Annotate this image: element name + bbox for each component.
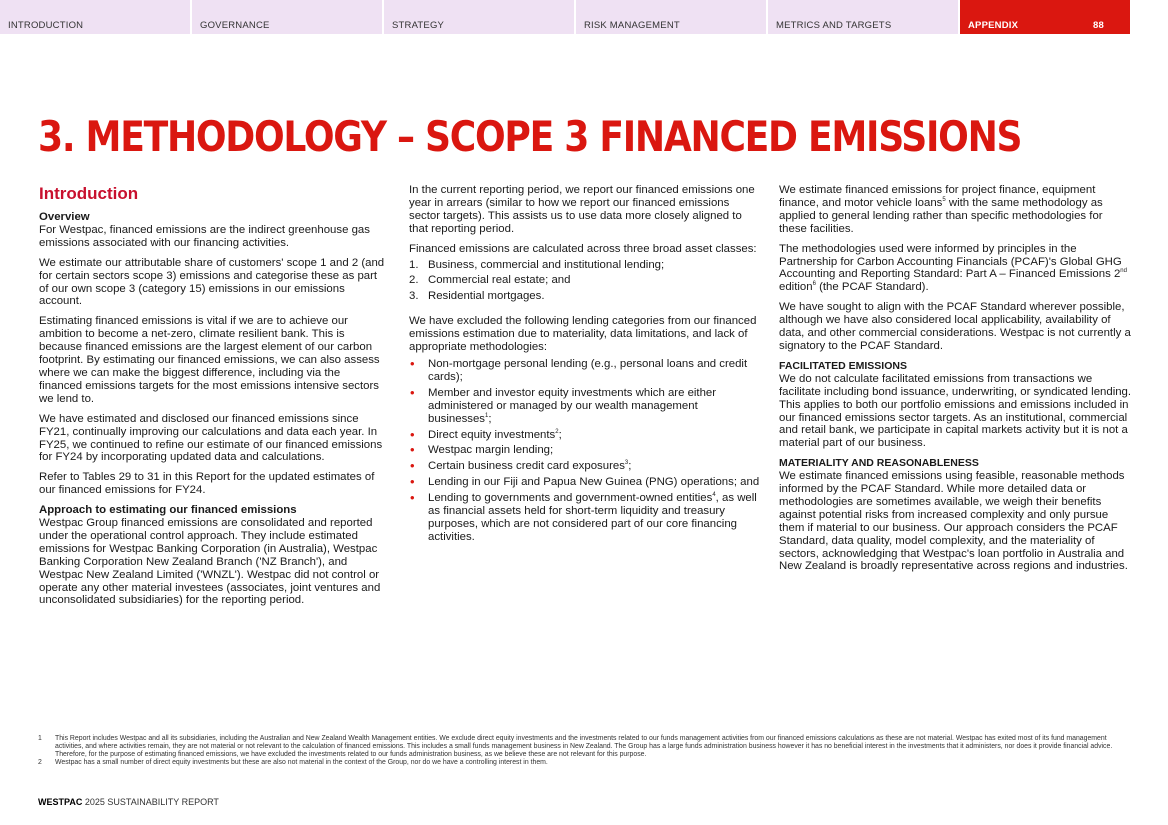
list-item <box>409 426 760 442</box>
vehicle-loans-paragraph <box>779 184 1133 236</box>
reporting-period-paragraph: In the current reporting period, we report our financed emissions one year in arrears (similar to how we report our financed emissions sector targets). This assists us to use data more closely aligned to that reporting period. <box>409 184 755 235</box>
footnote-ref: 3 <box>624 460 629 467</box>
footnote <box>38 759 1133 767</box>
bullet-icon: • <box>410 355 415 371</box>
tab-appendix[interactable] <box>960 0 1130 34</box>
list-item <box>409 274 760 287</box>
asset-classes-list <box>409 259 760 304</box>
text-run: edition <box>779 281 813 294</box>
materiality-heading: MATERIALITY AND REASONABLENESS <box>779 457 979 470</box>
list-text: Lending to governments and government-owned entities <box>428 492 713 505</box>
list-text: Commercial real estate; and <box>428 274 571 287</box>
list-text: Non-mortgage personal lending (e.g., personal loans and credit cards); <box>428 357 748 383</box>
page-footer <box>38 797 219 807</box>
list-item <box>409 355 760 384</box>
pcaf-paragraph <box>779 243 1133 295</box>
footnote-text: This Report includes Westpac and all its subsidiaries, including the Australian and New Zealand Wealth Management entities. We exclude direct equity investments and the investments related to our funds management activities from our financed emissions calculations as these are not material. Westpac has exited most of its fund management activities, and where activities remain, they are not material or not relevant to the calculation of financed emissions. This includes a small funds management business in New Zealand. The Group has a large funds administration business however it has no beneficial interest in the investments that it administers, nor does it provide financial advice. Therefore, for the purpose of estimating financed emissions, we have excluded the investments related to our funds administration business, as we believe these are not relevant for this purpose. <box>55 735 1113 759</box>
footnotes <box>38 735 1133 767</box>
list-text: Westpac margin lending; <box>428 444 554 457</box>
list-number: 3. <box>409 290 419 303</box>
list-text-tail: ; <box>558 428 562 441</box>
overview-paragraph-5: Refer to Tables 29 to 31 in this Report for the updated estimates of our financed emissions for FY24. <box>39 471 375 497</box>
approach-heading: Approach to estimating our financed emissions <box>39 504 297 517</box>
footnote-number: 2 <box>38 759 42 767</box>
approach-paragraph: Westpac Group financed emissions are consolidated and reported under the operational control approach. They include estimated emissions for Westpac Banking Corporation (in Australia), Westpac Banking Corporation New Zealand Branch ('NZ Branch'), and Westpac New Zealand Limited ('WNZL'). Westpac did not control or operate any other material investees (associates, joint ventures and unconsolidated subsidiaries) for the reporting period. <box>39 517 381 607</box>
list-item <box>409 259 760 272</box>
bullet-icon: • <box>410 426 415 442</box>
bullet-icon: • <box>410 442 415 458</box>
column-right <box>779 184 1133 580</box>
footnote-number: 1 <box>38 735 42 742</box>
list-text: Certain business credit card exposures <box>428 460 625 473</box>
introduction-heading: Introduction <box>39 184 139 203</box>
list-number: 1. <box>409 258 419 271</box>
footnote <box>38 735 1133 759</box>
footnote-ref: 1 <box>485 412 489 419</box>
list-text: Business, commercial and institutional lending; <box>428 258 665 271</box>
page-title: 3. METHODOLOGY – SCOPE 3 FINANCED EMISSIONS <box>38 112 1022 161</box>
list-number: 2. <box>409 274 419 287</box>
list-text: Member and investor equity investments which are either administered or managed by our wealth management businesses <box>428 386 717 425</box>
list-item <box>409 476 760 489</box>
tab-strategy[interactable]: STRATEGY <box>384 0 574 34</box>
page-number: 88 <box>1093 20 1104 31</box>
overview-paragraph-1: For Westpac, financed emissions are the indirect greenhouse gas emissions associated with our financing activities. <box>39 223 370 249</box>
tab-appendix-label: APPENDIX <box>968 20 1019 31</box>
column-middle <box>409 184 760 547</box>
brand-name: WESTPAC <box>38 797 83 807</box>
list-text-tail: ; <box>628 460 632 473</box>
exclusions-intro: We have excluded the following lending categories from our financed emissions estimation due to materiality, data limitations, and lack of appropriate methodologies: <box>409 315 757 354</box>
list-item <box>409 384 760 426</box>
bullet-icon: • <box>410 490 415 506</box>
overview-paragraph-4: We have estimated and disclosed our financed emissions since FY21, continually improving our calculations and data each year. In FY25, we continued to refine our estimate of our financed emissions for FY24 by incorporating updated data and calculations. <box>39 412 383 464</box>
list-text: Direct equity investments <box>428 428 556 441</box>
list-item <box>409 492 760 544</box>
overview-heading: Overview <box>39 211 90 223</box>
bullet-icon: • <box>410 384 415 400</box>
text-run: with the same methodology as applied to general lending rather than specific methodologies for these facilities. <box>779 196 1103 235</box>
list-item <box>409 444 760 457</box>
overview-paragraph-3: Estimating financed emissions is vital if we are to achieve our ambition to become a net-zero, climate resilient bank. This is because financed emissions are the largest element of our carbon footprint. By estimating our financed emissions, we can also assess where we can make the biggest difference, including via the financed emissions targets for the most emissions intensive sectors we lend to. <box>39 315 380 405</box>
text-run: We estimate financed emissions for project finance, equipment finance, and motor vehicle loans <box>779 184 1096 209</box>
asset-classes-intro: Financed emissions are calculated across three broad asset classes: <box>409 242 757 255</box>
tab-governance[interactable]: GOVERNANCE <box>192 0 382 34</box>
footnote-ref: 5 <box>942 197 946 204</box>
report-name: 2025 SUSTAINABILITY REPORT <box>84 797 219 807</box>
list-text: Lending in our Fiji and Papua New Guinea (PNG) operations; and <box>428 476 760 489</box>
text-run: The methodologies used were informed by principles in the Partnership for Carbon Accounting Financials (PCAF)'s Global GHG Accounting and Reporting Standard: Part A – Financed Emissions 2 <box>779 242 1122 281</box>
footnote-ref: 4 <box>712 492 716 499</box>
footnote-ref: 6 <box>812 281 816 288</box>
footnote-text: Westpac has a small number of direct equity investments but these are also not material in the context of the Group, nor do we have a controlling interest in them. <box>55 759 548 767</box>
materiality-paragraph: We estimate financed emissions using feasible, reasonable methods informed by the PCAF Standard. While more detailed data or methodologies are sometimes available, we weigh their benefits against potential risks from increased complexity and only pursue them if material to our business. Our approach considers the PCAF Standard, data quality, model complexity, and the materiality of sectors, acknowledging that Westpac's loan portfolio in Australia and New Zealand is broadly representative across regions and industries. <box>779 470 1128 573</box>
footnote-ref: 2 <box>555 428 559 435</box>
text-run: (the PCAF Standard). <box>815 281 929 294</box>
facilitated-emissions-paragraph: We do not calculate facilitated emissions from transactions we facilitate including bond issuance, underwriting, or syndicated lending. This applies to both our portfolio emissions and emissions included in our financed emissions sector targets. As an institutional, commercial and retail bank, we participate in capital markets activity but it is not a material part of our business. <box>779 372 1132 450</box>
pcaf-alignment-paragraph: We have sought to align with the PCAF Standard wherever possible, although we have also considered local applicability, availability of data, and other commercial considerations. Westpac is not currently a signatory to the PCAF Standard. <box>779 301 1131 352</box>
list-text-tail: , as well as financial assets held for short-term liquidity and treasury purposes, which are not considered part of our core financing activities. <box>428 492 757 543</box>
list-item <box>409 290 760 303</box>
bullet-icon: • <box>410 458 415 474</box>
list-item <box>409 460 760 473</box>
tab-metrics-and-targets[interactable]: METRICS AND TARGETS <box>768 0 958 34</box>
list-text-tail: ; <box>488 412 492 425</box>
tab-risk-management[interactable]: RISK MANAGEMENT <box>576 0 766 34</box>
tab-introduction[interactable]: INTRODUCTION <box>0 0 190 34</box>
section-nav <box>0 0 1168 34</box>
list-text: Residential mortgages. <box>428 290 545 303</box>
bullet-icon: • <box>410 474 415 490</box>
facilitated-emissions-heading: FACILITATED EMISSIONS <box>779 359 907 372</box>
overview-paragraph-2: We estimate our attributable share of customers' scope 1 and 2 (and for certain sectors scope 3) emissions and categorise these as part of our own scope 3 (category 15) emissions in our emissions account. <box>39 256 385 308</box>
exclusions-list <box>409 355 760 544</box>
ordinal-suffix: nd <box>1120 268 1127 275</box>
column-left <box>39 184 385 614</box>
